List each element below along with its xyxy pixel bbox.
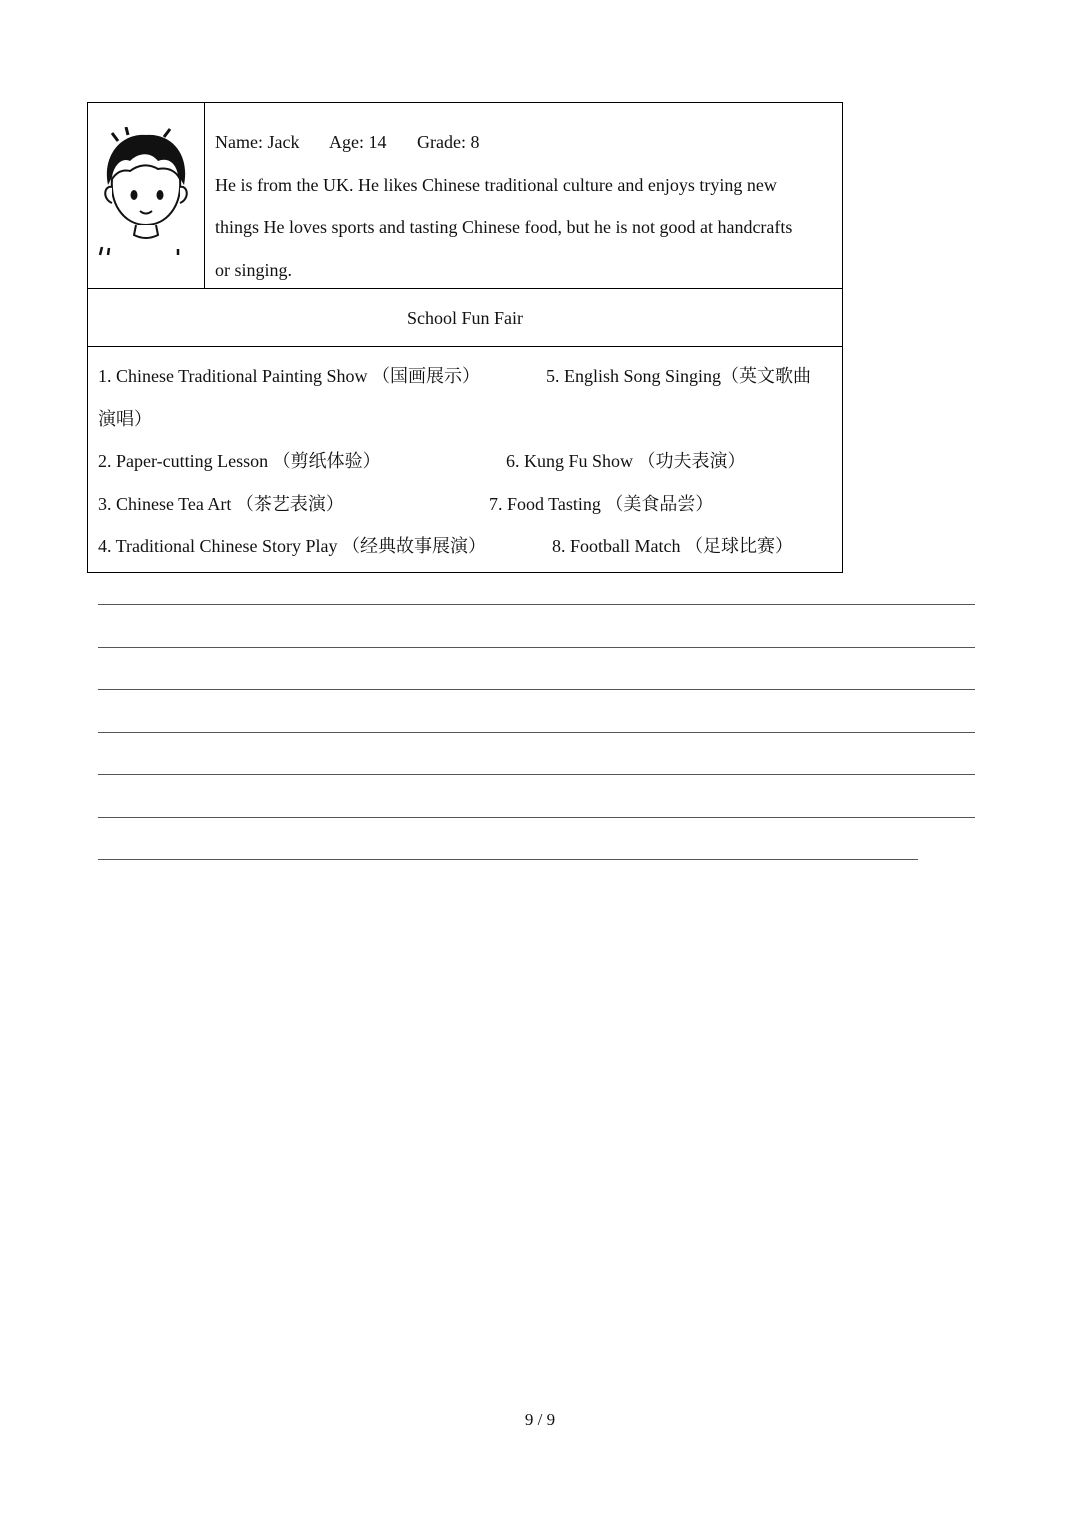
- activity-1: 1. Chinese Traditional Painting Show （国画展示）: [98, 366, 481, 386]
- page-number: 9 / 9: [524, 1410, 556, 1429]
- answer-line[interactable]: [98, 859, 918, 860]
- activity-7: 7. Food Tasting （美食品尝）: [489, 493, 714, 514]
- fair-title: School Fun Fair: [88, 289, 842, 347]
- profile-description-line: things He loves sports and tasting Chinese food, but he is not good at handcrafts: [215, 217, 793, 237]
- activity-line: [98, 483, 838, 526]
- avatar: [88, 103, 205, 288]
- activity-5-continued: 演唱）: [98, 408, 152, 429]
- activity-3: 3. Chinese Tea Art （茶艺表演）: [98, 493, 344, 514]
- activity-4: 4. Traditional Chinese Story Play （经典故事展演）: [98, 536, 487, 556]
- activity-line: [98, 398, 838, 441]
- activity-line: [98, 525, 838, 568]
- activity-5: 5. English Song Singing（英文歌曲: [546, 366, 812, 386]
- activity-line: [98, 355, 838, 398]
- activity-8: 8. Football Match （足球比赛）: [552, 536, 793, 556]
- answer-line[interactable]: [98, 732, 975, 733]
- profile-text: [215, 121, 835, 291]
- answer-line[interactable]: [98, 689, 975, 690]
- activity-2: 2. Paper-cutting Lesson （剪纸体验）: [98, 451, 381, 471]
- answer-line[interactable]: [98, 647, 975, 648]
- profile-grade: Grade: 8: [416, 132, 480, 152]
- info-table: [87, 102, 843, 573]
- profile-age: Age: 14: [328, 132, 387, 152]
- profile-meta: [215, 121, 835, 164]
- activity-line: [98, 440, 838, 483]
- answer-line[interactable]: [98, 774, 975, 775]
- profile-description-line: or singing.: [215, 259, 293, 280]
- activity-6: 6. Kung Fu Show （功夫表演）: [506, 451, 746, 471]
- answer-line[interactable]: [98, 817, 975, 818]
- profile-name: Name: Jack: [215, 132, 300, 152]
- activities-list: [98, 355, 838, 568]
- profile-description-line: He is from the UK. He likes Chinese traditional culture and enjoys trying new: [215, 174, 777, 195]
- profile-row: [88, 103, 842, 289]
- boy-cartoon-icon: [98, 127, 194, 267]
- answer-line[interactable]: [98, 604, 975, 605]
